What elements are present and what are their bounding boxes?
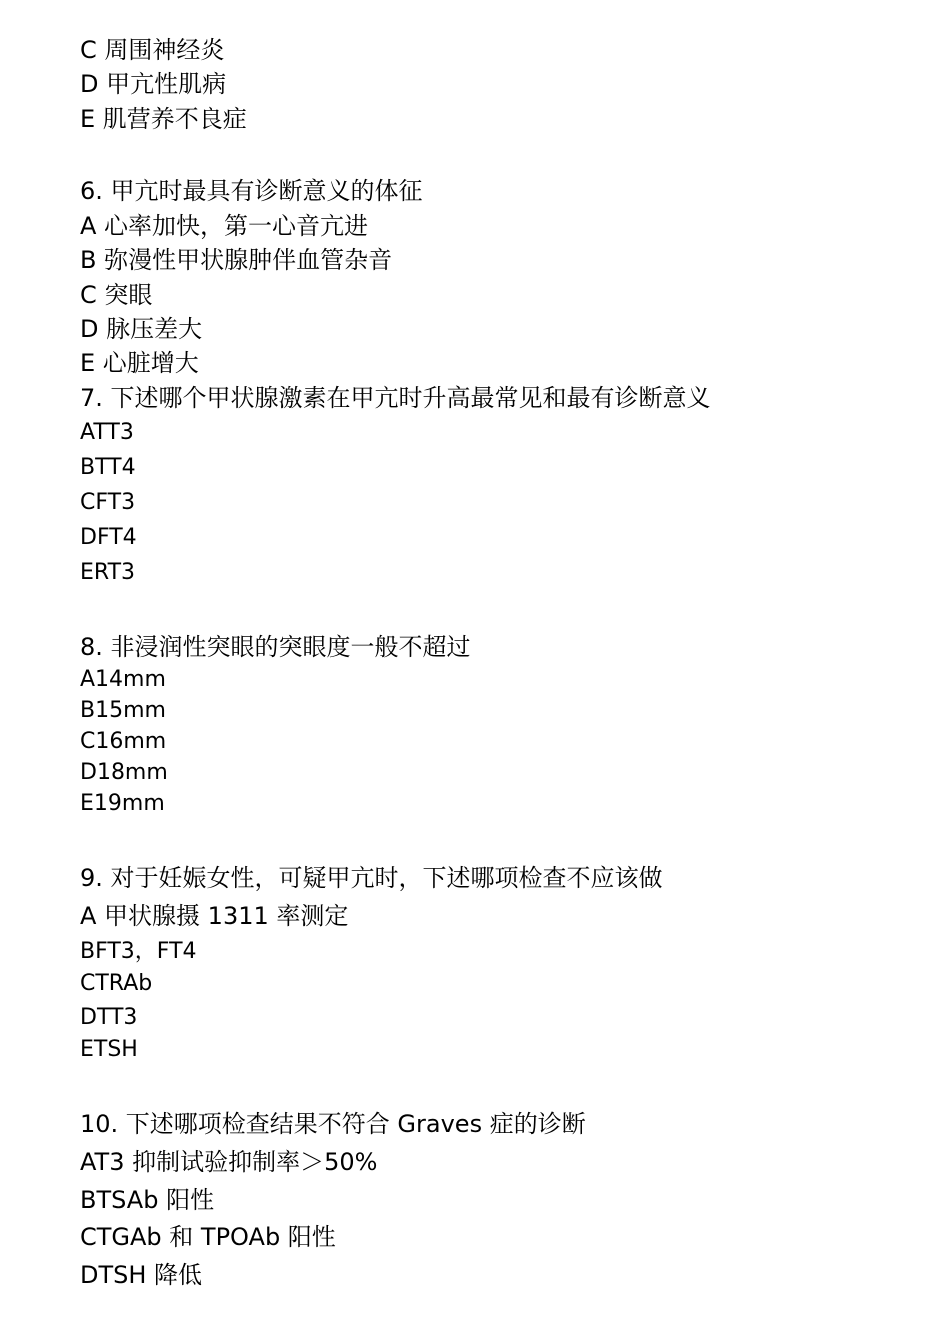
option-text: CTGAb 和 TPOAb 阳性 xyxy=(80,1223,336,1251)
option-text: D 脉压差大 xyxy=(80,315,203,343)
option-text: ATT3 xyxy=(80,420,134,445)
option-text: CFT3 xyxy=(80,490,136,515)
option-text: C 周围神经炎 xyxy=(80,36,225,64)
option-text: CTRAb xyxy=(80,971,153,996)
option-text: A 甲状腺摄 1311 率测定 xyxy=(80,902,349,930)
question-text: 6. 甲亢时最具有诊断意义的体征 xyxy=(80,177,423,205)
option-text: DFT4 xyxy=(80,525,137,550)
question-text: 7. 下述哪个甲状腺激素在甲亢时升高最常见和最有诊断意义 xyxy=(80,384,711,412)
option-text: DTT3 xyxy=(80,1005,138,1030)
option-text: D18mm xyxy=(80,760,168,785)
option-text: A14mm xyxy=(80,667,166,692)
option-text: E 心脏增大 xyxy=(80,349,199,377)
option-text: DTSH 降低 xyxy=(80,1261,203,1289)
question-text: 8. 非浸润性突眼的突眼度一般不超过 xyxy=(80,633,471,661)
option-text: BTT4 xyxy=(80,455,136,480)
option-text: BTSAb 阳性 xyxy=(80,1186,215,1214)
question-text: 10. 下述哪项检查结果不符合 Graves 症的诊断 xyxy=(80,1110,586,1138)
option-text: B 弥漫性甲状腺肿伴血管杂音 xyxy=(80,246,393,274)
option-text: C16mm xyxy=(80,729,167,754)
option-text: B15mm xyxy=(80,698,166,723)
option-text: ETSH xyxy=(80,1037,138,1062)
option-text: D 甲亢性肌病 xyxy=(80,70,227,98)
option-text: E19mm xyxy=(80,791,165,816)
option-text: C 突眼 xyxy=(80,281,153,309)
option-text: E 肌营养不良症 xyxy=(80,105,247,133)
option-text: BFT3，FT4 xyxy=(80,939,197,964)
option-text: AT3 抑制试验抑制率＞50% xyxy=(80,1148,378,1176)
option-text: ERT3 xyxy=(80,560,136,585)
option-text: A 心率加快，第一心音亢进 xyxy=(80,212,369,240)
question-text: 9. 对于妊娠女性，可疑甲亢时，下述哪项检查不应该做 xyxy=(80,864,663,892)
